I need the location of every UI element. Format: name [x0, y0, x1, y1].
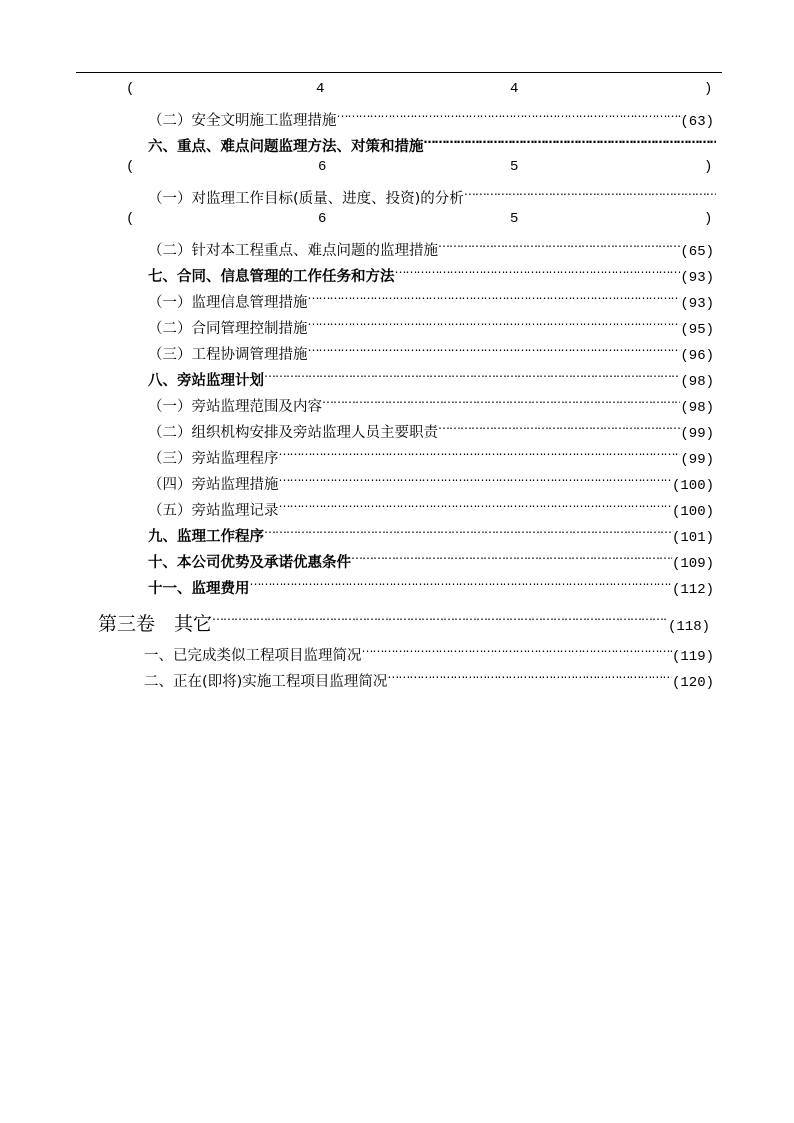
- dot-leader: [264, 521, 672, 541]
- toc-entry-label: （三）工程协调管理措施: [148, 347, 308, 363]
- toc-entry-page: (96): [680, 348, 714, 364]
- toc-volume-entry[interactable]: [98, 606, 710, 635]
- toc-entry-page: (101): [671, 530, 714, 546]
- toc-entry-page: (98): [680, 400, 714, 416]
- toc-entry[interactable]: [148, 313, 714, 338]
- toc-entry-label: 十一、监理费用: [148, 581, 250, 597]
- toc-entry-page: (98): [680, 374, 714, 390]
- dot-leader: [308, 313, 681, 333]
- dot-leader: [308, 287, 681, 307]
- dot-leader: [362, 640, 672, 660]
- dot-leader: [212, 606, 668, 630]
- open-paren: (: [126, 81, 135, 97]
- toc-entry[interactable]: [148, 443, 714, 468]
- dot-leader: [438, 235, 680, 255]
- dot-leader: [337, 105, 681, 125]
- dot-leader: [464, 183, 716, 203]
- wrapped-page-number-line: [126, 79, 712, 99]
- toc-entry-page: (119): [671, 649, 714, 665]
- page-digit: 4: [510, 81, 519, 97]
- toc-entry-label: （一）旁站监理范围及内容: [148, 399, 322, 415]
- toc-entry-page: (63): [680, 114, 714, 130]
- toc-entry-label: （二）合同管理控制措施: [148, 321, 308, 337]
- open-paren: (: [126, 159, 135, 175]
- toc-entry-page: (118): [667, 619, 710, 635]
- dot-leader: [395, 261, 681, 281]
- toc-entry-label: （一）对监理工作目标(质量、进度、投资)的分析: [148, 191, 464, 207]
- close-paren: ): [704, 159, 713, 175]
- toc-entry-page: (99): [680, 452, 714, 468]
- toc-entry-label: （三）旁站监理程序: [148, 451, 279, 467]
- dot-leader: [322, 391, 680, 411]
- toc-entry-label: 二、正在(即将)实施工程项目监理简况: [144, 674, 388, 690]
- toc-entry-label: （一）监理信息管理措施: [148, 295, 308, 311]
- wrapped-page-number-line: [126, 157, 712, 177]
- close-paren: ): [704, 211, 713, 227]
- dot-leader: [264, 365, 680, 385]
- toc-entry-page: (95): [680, 322, 714, 338]
- toc-entry[interactable]: [148, 391, 714, 416]
- close-paren: ): [704, 81, 713, 97]
- toc-entry[interactable]: [148, 547, 714, 572]
- dot-leader: [308, 339, 681, 359]
- toc-entry[interactable]: [148, 417, 714, 442]
- toc-entry-page: (109): [671, 556, 714, 572]
- toc-entry[interactable]: [148, 287, 714, 312]
- page-digit: 5: [510, 211, 519, 227]
- page-digit: 6: [318, 211, 327, 227]
- toc-entry-page: (112): [671, 582, 714, 598]
- page-digit: 5: [510, 159, 519, 175]
- dot-leader: [351, 547, 672, 567]
- toc-entry-label: 六、重点、难点问题监理方法、对策和措施: [148, 139, 424, 155]
- toc-entry[interactable]: [144, 666, 714, 691]
- page-digit: 6: [318, 159, 327, 175]
- toc-entry[interactable]: [148, 183, 716, 207]
- toc-section-heading[interactable]: [148, 131, 716, 155]
- toc-entry[interactable]: [148, 235, 714, 260]
- toc-volume-label: 第三卷 其它: [98, 613, 213, 635]
- dot-leader: [387, 666, 672, 686]
- dot-leader: [279, 443, 681, 463]
- toc-entry[interactable]: [148, 573, 714, 598]
- dot-leader: [424, 131, 717, 151]
- toc-entry-page: (65): [680, 244, 714, 260]
- toc-entry-label: 一、已完成类似工程项目监理简况: [144, 648, 362, 664]
- dot-leader: [279, 495, 672, 515]
- toc-entry-page: (100): [671, 478, 714, 494]
- dot-leader: [438, 417, 680, 437]
- toc-entry-page: (93): [680, 296, 714, 312]
- toc-entry-label: （四）旁站监理措施: [148, 477, 279, 493]
- toc-entry[interactable]: [144, 640, 714, 665]
- page-digit: 4: [316, 81, 325, 97]
- header-rule: [76, 72, 722, 73]
- dot-leader: [279, 469, 672, 489]
- toc-entry-label: 八、旁站监理计划: [148, 373, 264, 389]
- dot-leader: [250, 573, 672, 593]
- toc-entry-label: （二）针对本工程重点、难点问题的监理措施: [148, 243, 438, 259]
- toc-entry[interactable]: [148, 521, 714, 546]
- toc-entry-page: (120): [671, 675, 714, 691]
- toc-entry[interactable]: [148, 495, 714, 520]
- toc-entry-page: (93): [680, 270, 714, 286]
- toc-entry-label: （二）组织机构安排及旁站监理人员主要职责: [148, 425, 438, 441]
- toc-entry[interactable]: [148, 365, 714, 390]
- toc-entry-page: (99): [680, 426, 714, 442]
- toc-entry-label: 九、监理工作程序: [148, 529, 264, 545]
- open-paren: (: [126, 211, 135, 227]
- toc-entry-label: 七、合同、信息管理的工作任务和方法: [148, 269, 395, 285]
- toc-entry-page: (100): [671, 504, 714, 520]
- wrapped-page-number-line: [126, 209, 712, 229]
- toc-entry-label: （五）旁站监理记录: [148, 503, 279, 519]
- toc-entry[interactable]: [148, 105, 714, 130]
- toc-entry[interactable]: [148, 469, 714, 494]
- toc-entry[interactable]: [148, 339, 714, 364]
- toc-entry[interactable]: [148, 261, 714, 286]
- toc-entry-label: （二）安全文明施工监理措施: [148, 113, 337, 129]
- toc-entry-label: 十、本公司优势及承诺优惠条件: [148, 555, 351, 571]
